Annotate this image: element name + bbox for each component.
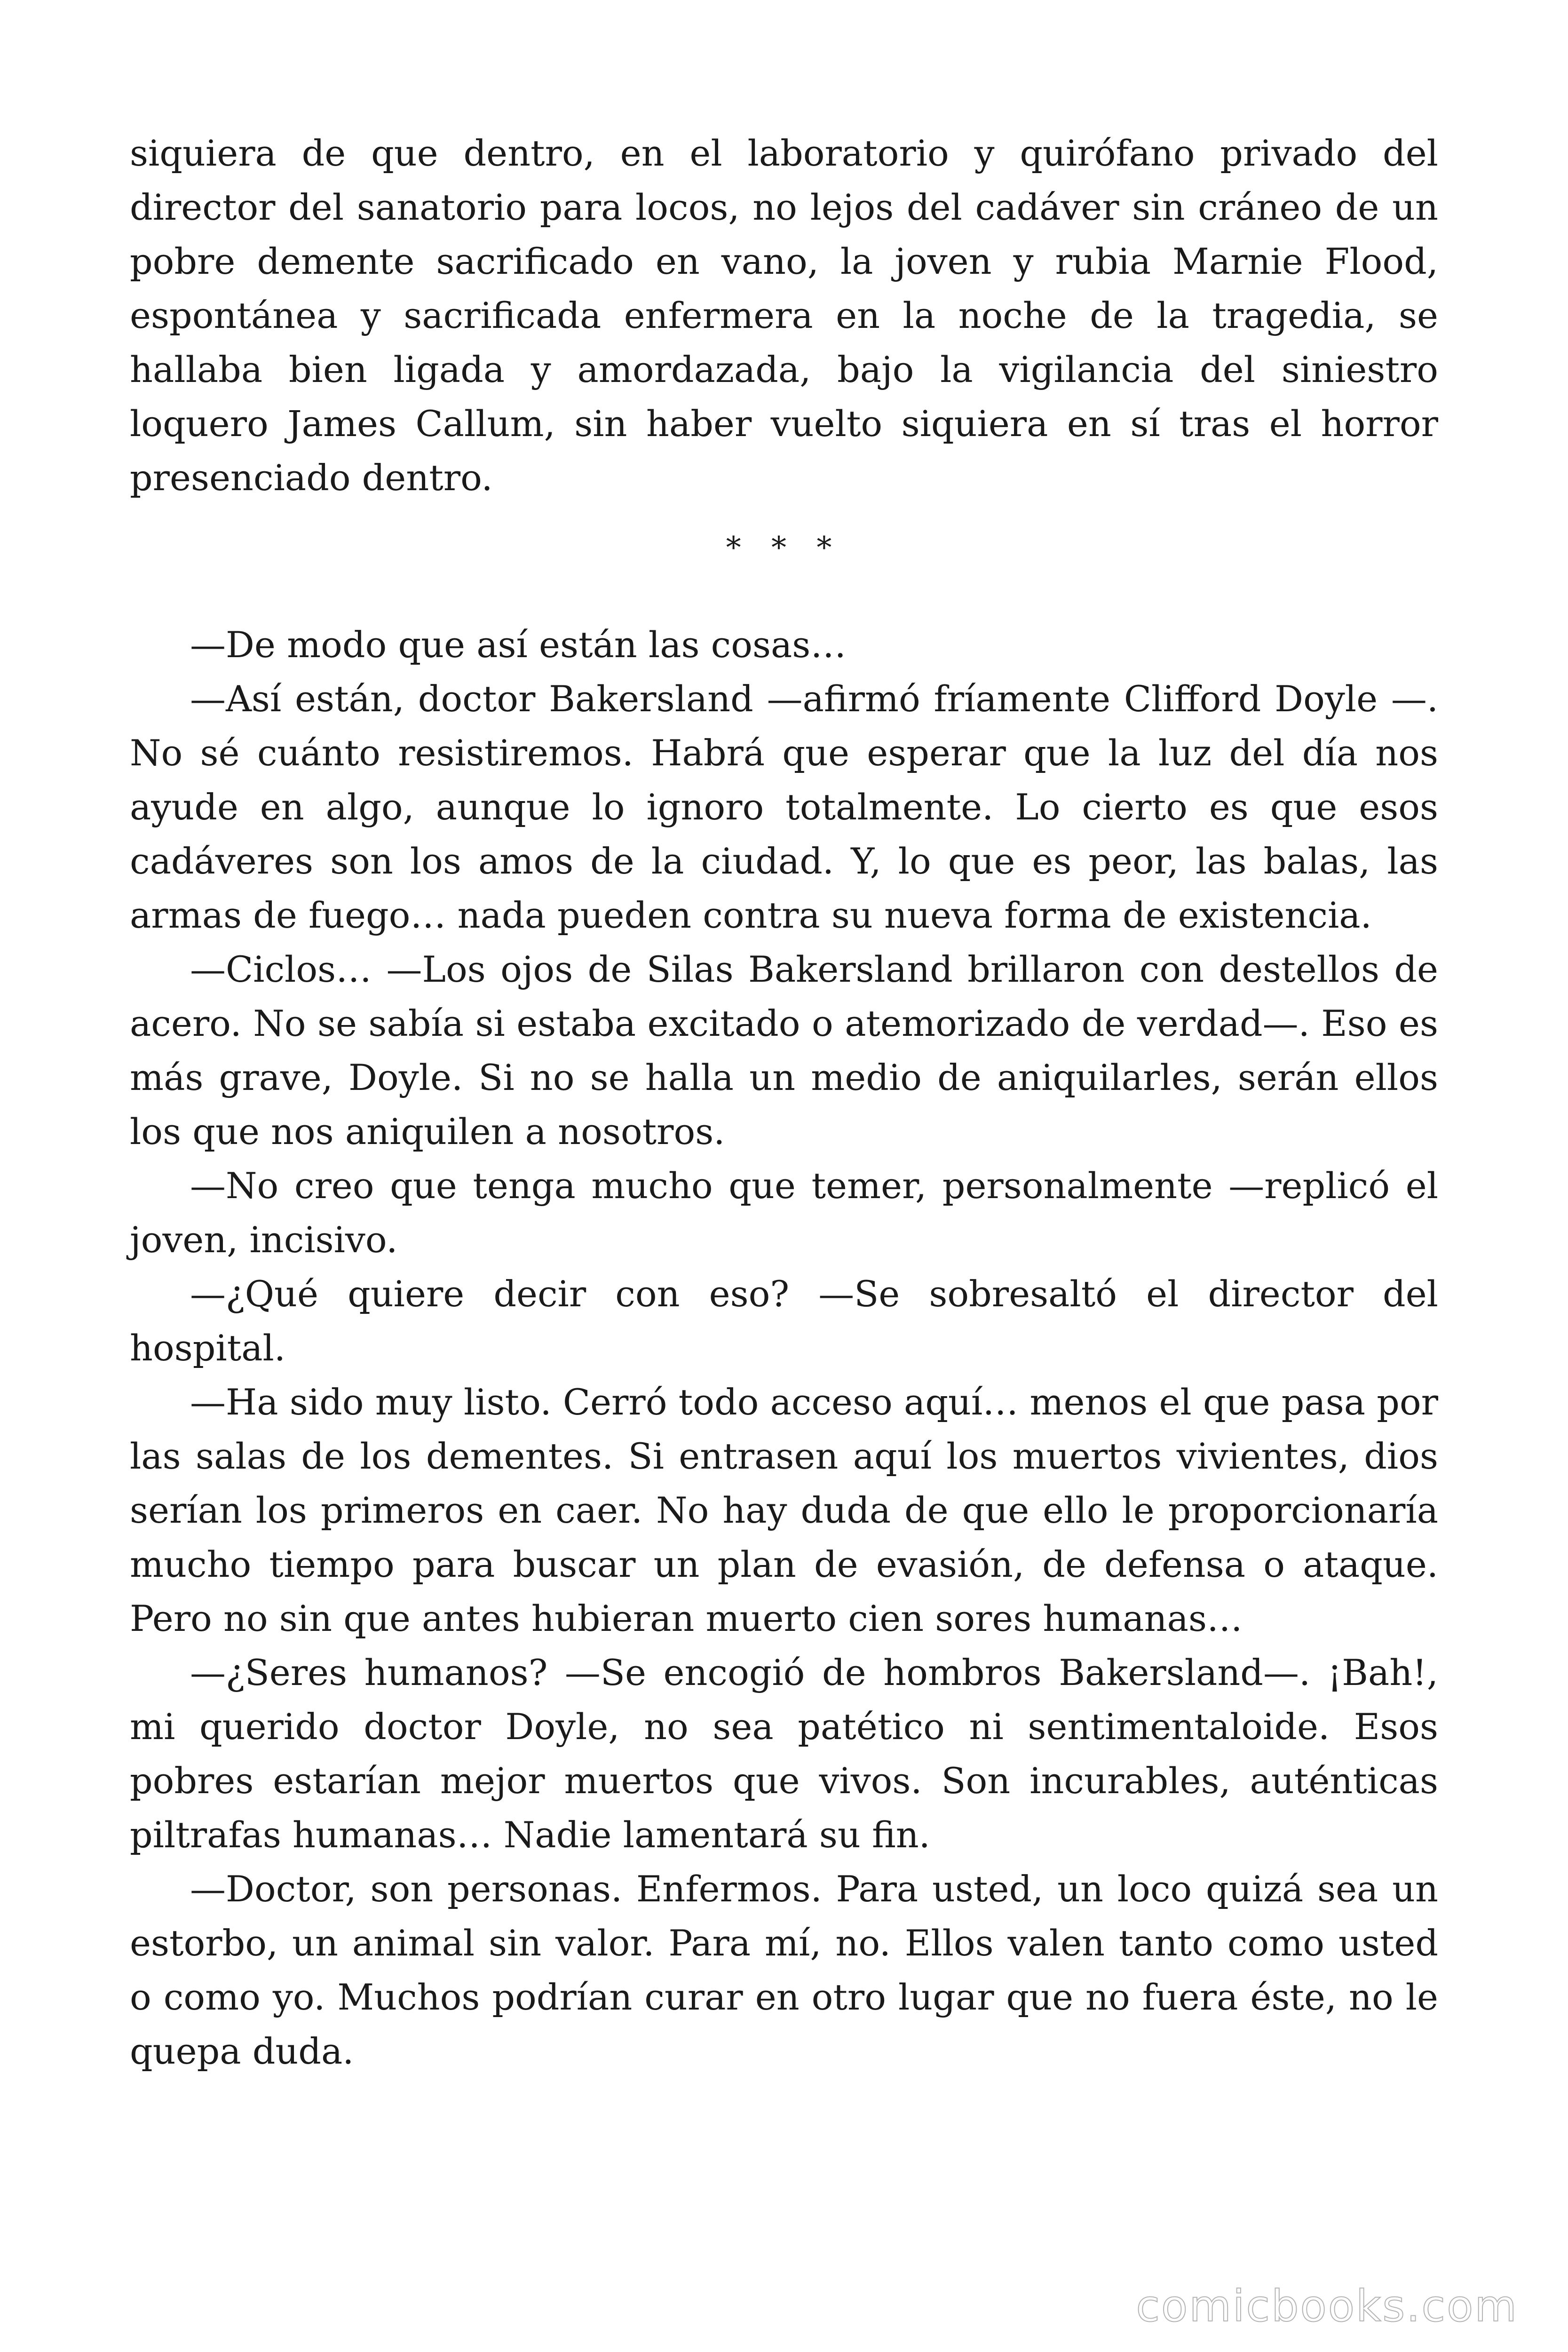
dialogue-paragraph: —No creo que tenga mucho que temer, personalmente —replicó el joven, incisivo. [130,1165,1438,1261]
dialogue-paragraph: —¿Seres humanos? —Se encogió de hombros Bakersland—. ¡Bah!, mi querido doctor Doyle, no sea patético ni sentimentaloide. Esos pobres estarían mejor muertos que vivos. Son incurables, auténticas piltrafas humanas… Nadie lamentará su fin. [130,1652,1438,1856]
dialogue-paragraph: —¿Qué quiere decir con eso? —Se sobresaltó el director del hospital. [130,1273,1438,1369]
dialogue-paragraph: —Doctor, son personas. Enfermos. Para usted, un loco quizá sea un estorbo, un animal sin valor. Para mí, no. Ellos valen tanto como usted o como yo. Muchos podrían curar en otro lugar que no fuera éste, no le quepa duda. [130,1868,1438,2072]
dialogue-paragraph: —Ciclos… —Los ojos de Silas Bakersland brillaron con destellos de acero. No se sabía si estaba excitado o atemorizado de verdad—. Eso es más grave, Doyle. Si no se halla un medio de aniquilarles, serán ellos los que nos aniquilen a nosotros. [130,948,1438,1152]
section-break: * * * [726,531,842,565]
site-watermark: comicbooks.com [1136,2281,1518,2331]
dialogue-paragraph: —Ha sido muy listo. Cerró todo acceso aquí… menos el que pasa por las salas de los dementes. Si entrasen aquí los muertos vivientes, dios serían los primeros en caer. No hay duda de que ello le proporcionaría mucho tiempo para buscar un plan de evasión, de defensa o ataque. Pero no sin que antes hubieran muerto cien sores humanas… [130,1381,1438,1639]
book-page [130,126,1438,2078]
dialogue-paragraph: —De modo que así están las cosas… [190,624,847,666]
opening-paragraph: siquiera de que dentro, en el laboratorio y quirófano privado del director del sanatorio para locos, no lejos del cadáver sin cráneo de un pobre demente sacrificado en vano, la joven y rubia Marnie Flood, espontánea y sacrificada enfermera en la noche de la tragedia, se hallaba bien ligada y amordazada, bajo la vigilancia del siniestro loquero James Callum, sin haber vuelto siquiera en sí tras el horror presenciado dentro. [130,132,1438,499]
dialogue-paragraph: —Así están, doctor Bakersland —afirmó fríamente Clifford Doyle —. No sé cuánto resistiremos. Habrá que esperar que la luz del día nos ayude en algo, aunque lo ignoro totalmente. Lo cierto es que esos cadáveres son los amos de la ciudad. Y, lo que es peor, las balas, las armas de fuego… nada pueden contra su nueva forma de existencia. [130,678,1438,936]
